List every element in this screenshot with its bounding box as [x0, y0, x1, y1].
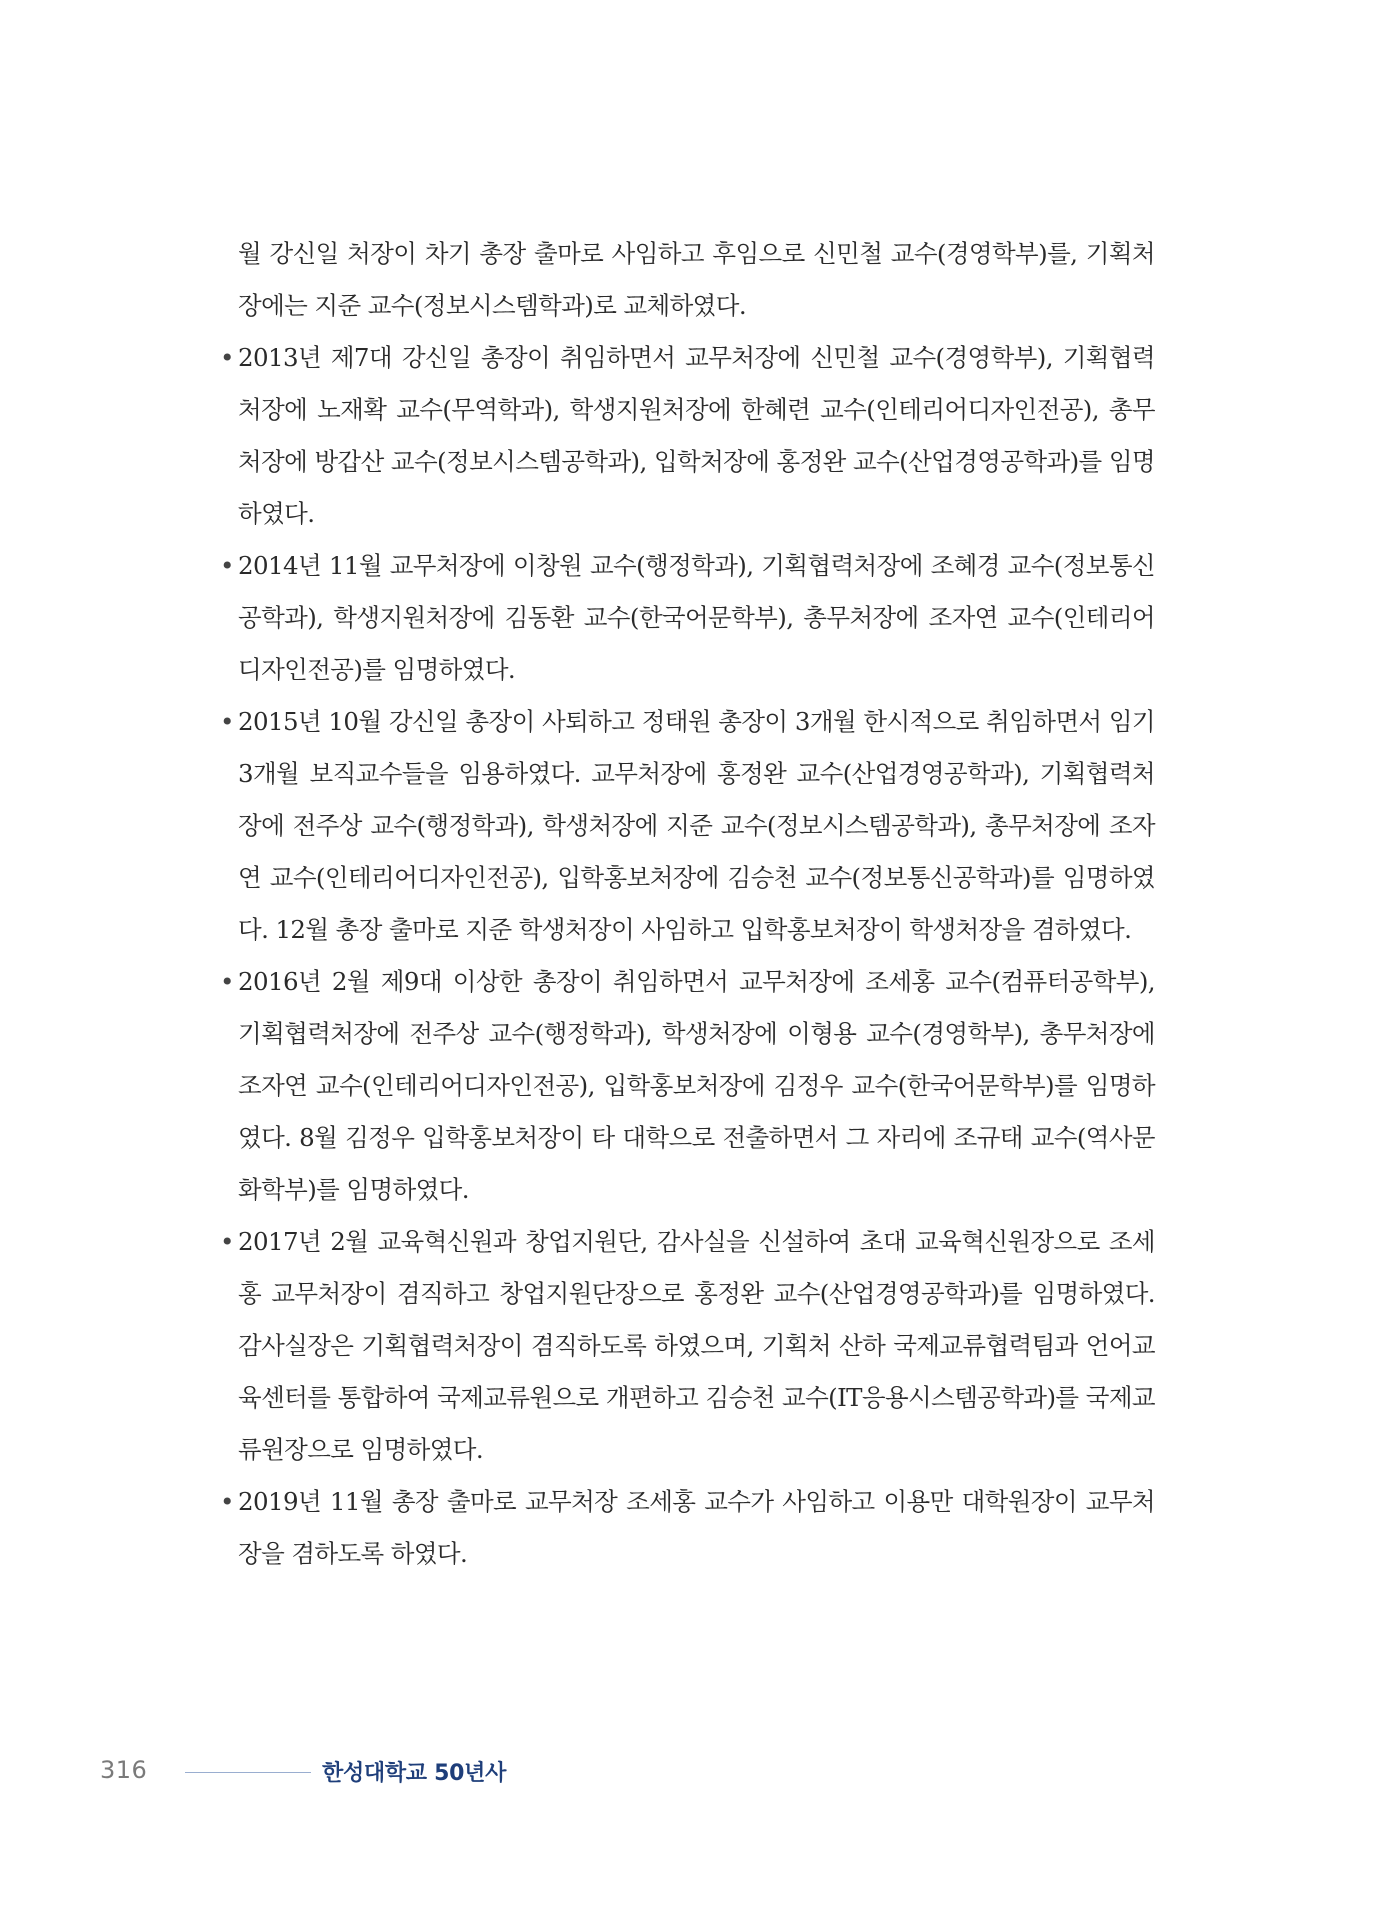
bullet-icon: •: [220, 1487, 234, 1516]
list-item: [220, 1476, 1155, 1580]
bullet-icon: •: [220, 343, 234, 372]
list-item: [220, 696, 1155, 956]
body-text: [220, 228, 1155, 1580]
bullet-list: [220, 332, 1155, 1580]
list-item: [220, 956, 1155, 1216]
page-number: 316: [100, 1756, 148, 1784]
list-item: [220, 540, 1155, 696]
continuation-paragraph: 월 강신일 처장이 차기 총장 출마로 사임하고 후임으로 신민철 교수(경영학부)를, 기획처장에는 지준 교수(정보시스템학과)로 교체하였다.: [238, 239, 1155, 320]
list-item: [220, 1216, 1155, 1476]
list-item-text: 2017년 2월 교육혁신원과 창업지원단, 감사실을 신설하여 초대 교육혁신원장으로 조세홍 교무처장이 겸직하고 창업지원단장으로 홍정완 교수(산업경영공학과)를 임명하였다. 감사실장은 기획협력처장이 겸직하도록 하였으며, 기획처 산하 국제교류협력팀과 언어교육센터를 통합하여 국제교류원으로 개편하고 김승천 교수(IT응용시스템공학과)를 국제교류원장으로 임명하였다.: [238, 1227, 1155, 1464]
list-item-text: 2019년 11월 총장 출마로 교무처장 조세홍 교수가 사임하고 이용만 대학원장이 교무처장을 겸하도록 하였다.: [238, 1487, 1155, 1568]
book-title: 한성대학교 50년사: [322, 1761, 507, 1786]
footer-divider: [185, 1772, 311, 1773]
list-item-text: 2015년 10월 강신일 총장이 사퇴하고 정태원 총장이 3개월 한시적으로 취임하면서 임기 3개월 보직교수들을 임용하였다. 교무처장에 홍정완 교수(산업경영공학과), 기획협력처장에 전주상 교수(행정학과), 학생처장에 지준 교수(정보시스템공학과), 총무처장에 조자연 교수(인테리어디자인전공), 입학홍보처장에 김승천 교수(정보통신공학과)를 임명하였다. 12월 총장 출마로 지준 학생처장이 사임하고 입학홍보처장이 학생처장을 겸하였다.: [238, 707, 1155, 944]
bullet-icon: •: [220, 967, 234, 996]
list-item-text: 2013년 제7대 강신일 총장이 취임하면서 교무처장에 신민철 교수(경영학부), 기획협력처장에 노재확 교수(무역학과), 학생지원처장에 한혜련 교수(인테리어디자인전공), 총무처장에 방갑산 교수(정보시스템공학과), 입학처장에 홍정완 교수(산업경영공학과)를 임명하였다.: [238, 343, 1155, 528]
bullet-icon: •: [220, 1227, 234, 1256]
list-item-text: 2014년 11월 교무처장에 이창원 교수(행정학과), 기획협력처장에 조혜경 교수(정보통신공학과), 학생지원처장에 김동환 교수(한국어문학부), 총무처장에 조자연 교수(인테리어디자인전공)를 임명하였다.: [238, 551, 1155, 684]
page-footer: [100, 1750, 600, 1790]
bullet-icon: •: [220, 551, 234, 580]
list-item: [220, 332, 1155, 540]
list-item-text: 2016년 2월 제9대 이상한 총장이 취임하면서 교무처장에 조세홍 교수(컴퓨터공학부), 기획협력처장에 전주상 교수(행정학과), 학생처장에 이형용 교수(경영학부), 총무처장에 조자연 교수(인테리어디자인전공), 입학홍보처장에 김정우 교수(한국어문학부)를 임명하였다. 8월 김정우 입학홍보처장이 타 대학으로 전출하면서 그 자리에 조규태 교수(역사문화학부)를 임명하였다.: [238, 967, 1155, 1204]
bullet-icon: •: [220, 707, 234, 736]
